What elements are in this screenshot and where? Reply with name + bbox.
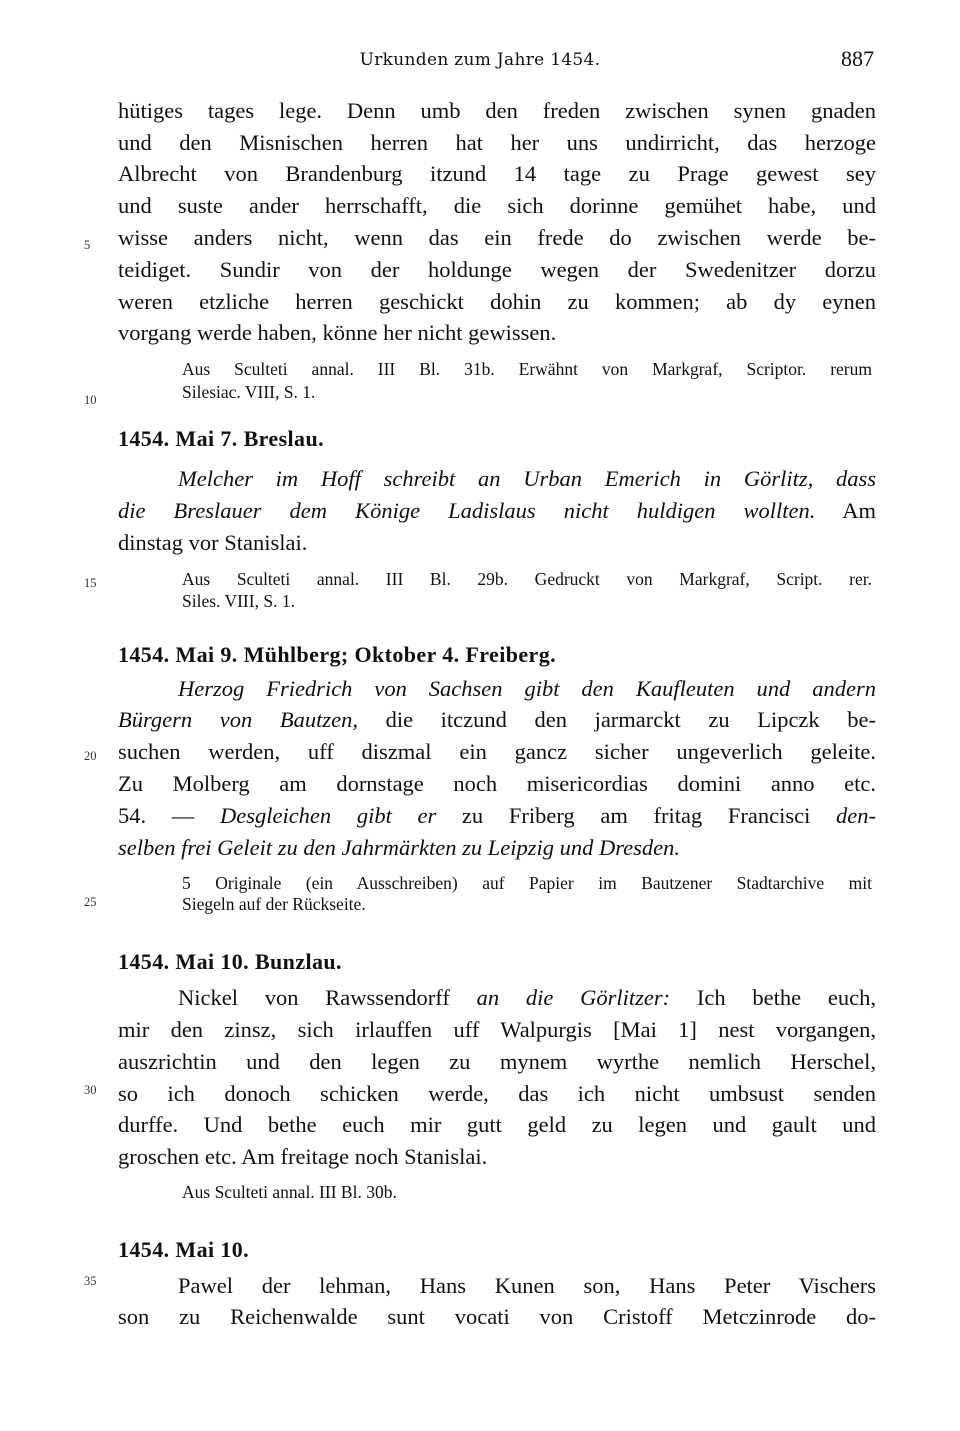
text-line [118, 192, 876, 220]
entry-heading: 1454. Mai 10. Bunzlau. [118, 949, 342, 974]
text-run: hütiges tages lege. Denn umb den freden zwischen synen gnaden [118, 98, 876, 123]
text-line [118, 1016, 876, 1044]
margin-line-number: 10 [84, 393, 97, 407]
source-note: Aus Sculteti annal. III Bl. 29b. Gedruckt von Markgraf, Script. rer. [182, 569, 872, 589]
text-run: wisse anders nicht, wenn das ein frede do zwischen werde be- [118, 225, 876, 250]
text-line [118, 1080, 876, 1108]
text-line [118, 288, 876, 316]
italic-text-run: selben frei Geleit zu den Jahrmärkten zu Leipzig und Dresden. [118, 835, 680, 860]
source-note: Siegeln auf der Rückseite. [182, 894, 366, 914]
text-run: dinstag vor Stanislai. [118, 530, 308, 555]
text-line [118, 738, 876, 766]
text-run: Ich bethe euch, [670, 985, 876, 1010]
margin-line-number: 35 [84, 1274, 97, 1288]
text-line [118, 160, 876, 188]
source-note: Aus Sculteti annal. III Bl. 30b. [182, 1182, 397, 1202]
italic-text-run: die Breslauer dem Könige Ladislaus nicht huldigen wollten. [118, 498, 816, 523]
entry-heading: 1454. Mai 10. [118, 1237, 250, 1262]
page-number: 887 [841, 46, 874, 71]
source-note: 5 Originale (ein Ausschreiben) auf Papier im Bautzener Stadtarchive mit [182, 873, 872, 893]
text-line [118, 97, 876, 125]
text-run: und suste ander herrschafft, die sich dorinne gemühet habe, und [118, 193, 876, 218]
text-line [118, 802, 876, 830]
text-run: suchen werden, uff diszmal ein gancz sicher ungeverlich geleite. [118, 739, 876, 764]
text-run: teidiget. Sundir von der holdunge wegen der Swedenitzer dorzu [118, 257, 876, 282]
text-run: und den Misnischen herren hat her uns undirricht, das herzoge [118, 130, 876, 155]
text-line [118, 770, 876, 798]
text-line [178, 675, 876, 703]
text-line [118, 319, 876, 347]
text-line [178, 465, 876, 493]
italic-text-run: Bürgern von Bautzen, [118, 707, 358, 732]
text-run: Nickel von Rawssendorff [178, 985, 477, 1010]
text-run: auszrichtin und den legen zu mynem wyrthe nemlich Herschel, [118, 1049, 876, 1074]
source-note: Aus Sculteti annal. III Bl. 31b. Erwähnt von Markgraf, Scriptor. rerum [182, 359, 872, 379]
text-run: durffe. Und bethe euch mir gutt geld zu legen und gault und [118, 1112, 876, 1137]
text-run: zu Friberg am fritag Francisci [436, 803, 837, 828]
text-run: weren etzliche herren geschickt dohin zu kommen; ab dy eynen [118, 289, 876, 314]
italic-text-run: an die Görlitzer: [476, 985, 671, 1010]
text-line [178, 1272, 876, 1300]
margin-line-number: 20 [84, 749, 97, 763]
text-run: so ich donoch schicken werde, das ich nicht umbsust senden [118, 1081, 876, 1106]
italic-text-run: den- [836, 803, 877, 828]
text-line [118, 497, 876, 525]
entry-heading: 1454. Mai 9. Mühlberg; Oktober 4. Freiberg. [118, 642, 557, 667]
margin-line-number: 25 [84, 895, 97, 909]
source-note: Siles. VIII, S. 1. [182, 591, 295, 611]
margin-line-number: 30 [84, 1083, 97, 1097]
text-line [118, 706, 876, 734]
text-run: Am [815, 498, 877, 523]
text-run: son zu Reichenwalde sunt vocati von Cristoff Metczinrode do- [118, 1304, 876, 1329]
text-line [118, 1143, 876, 1171]
italic-text-run: Herzog Friedrich von Sachsen gibt den Kaufleuten und andern [178, 676, 876, 701]
running-title: Urkunden zum Jahre 1454. [359, 50, 601, 70]
entry-heading: 1454. Mai 7. Breslau. [118, 426, 324, 451]
text-run: 54. — [118, 803, 220, 828]
text-line [118, 834, 876, 862]
text-run: vorgang werde haben, könne her nicht gewissen. [118, 320, 557, 345]
text-line [118, 1303, 876, 1331]
source-note: Silesiac. VIII, S. 1. [182, 382, 316, 402]
text-line [118, 1048, 876, 1076]
margin-line-number: 5 [84, 238, 91, 252]
text-run: Zu Molberg am dornstage noch misericordias domini anno etc. [118, 771, 876, 796]
text-run: Albrecht von Brandenburg itzund 14 tage zu Prage gewest sey [118, 161, 876, 186]
italic-text-run: Melcher im Hoff schreibt an Urban Emerich in Görlitz, dass [178, 466, 876, 491]
running-head [0, 46, 960, 76]
text-run: die itczund den jarmarckt zu Lipczk be- [357, 707, 876, 732]
text-line [118, 129, 876, 157]
text-line [118, 1111, 876, 1139]
text-line [118, 256, 876, 284]
text-run: groschen etc. Am freitage noch Stanislai. [118, 1144, 488, 1169]
text-run: mir den zinsz, sich irlauffen uff Walpurgis [Mai 1] nest vorgangen, [118, 1017, 876, 1042]
margin-line-number: 15 [84, 576, 97, 590]
text-line [178, 984, 876, 1012]
text-line [118, 224, 876, 252]
italic-text-run: Desgleichen gibt er [219, 803, 437, 828]
text-run: Pawel der lehman, Hans Kunen son, Hans Peter Vischers [178, 1273, 876, 1298]
text-line [118, 529, 876, 557]
